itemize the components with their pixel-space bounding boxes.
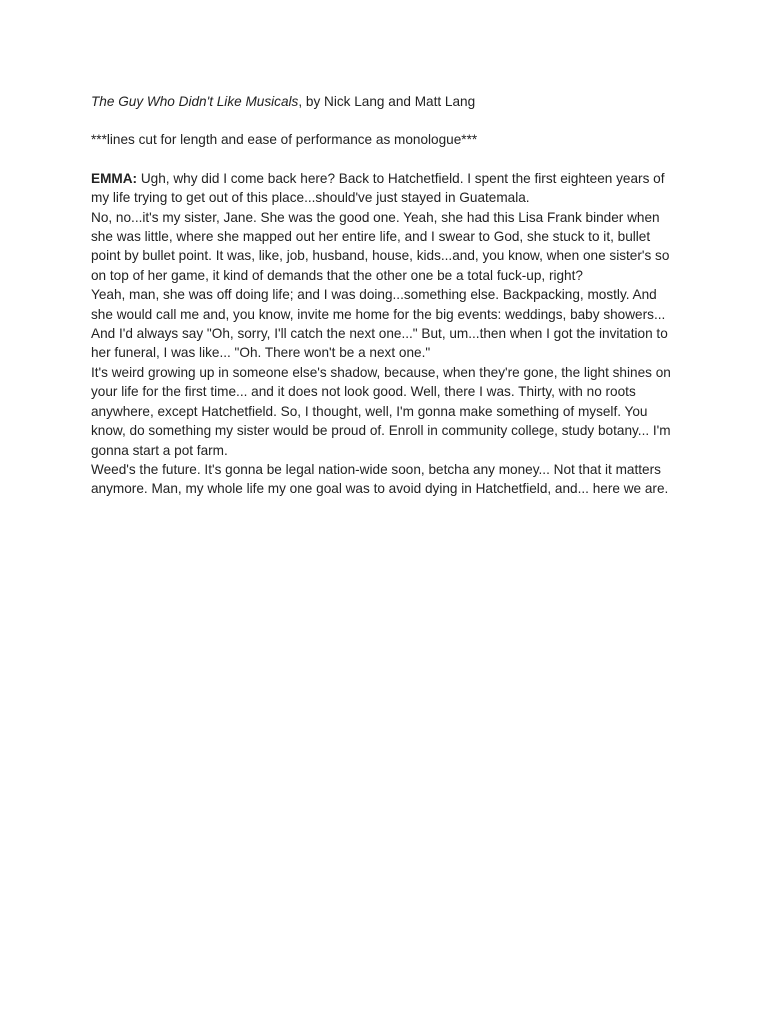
monologue-paragraph: No, no...it's my sister, Jane. She was the good one. Yeah, she had this Lisa Frank binder when she was little, where she mapped out her entire life, and I swear to God, she stuck to it, bullet point by bullet point. It was, like, job, husband, house, kids...and, you know, when one sister's so on top of her game, it kind of demands that the other one be a total fuck-up, right? [91, 209, 670, 283]
monologue-paragraph: Weed's the future. It's gonna be legal nation-wide soon, betcha any money... Not that it matters anymore. Man, my whole life my one goal was to avoid dying in Hatchetfield, and... here we are. [91, 461, 669, 497]
document-body [91, 92, 681, 499]
title-line [91, 92, 681, 111]
byline: , by Nick Lang and Matt Lang [298, 94, 476, 109]
monologue-paragraph: Yeah, man, she was off doing life; and I was doing...something else. Backpacking, mostly. And she would call me and, you know, invite me home for the big events: weddings, baby showers... And I'd always say "Oh, sorry, I'll catch the next one..." But, um...then when I got the invitation to her funeral, I was like... "Oh. There won't be a next one." [91, 287, 668, 361]
monologue-text: Ugh, why did I come back here? Back to Hatchetfield. I spent the first eighteen years of my life trying to get out of this place...should've just stayed in Guatemala. [91, 170, 665, 206]
performance-note: ***lines cut for length and ease of performance as monologue*** [91, 132, 478, 148]
monologue [91, 169, 681, 499]
speaker-name: EMMA: [91, 170, 138, 186]
monologue-paragraph: It's weird growing up in someone else's shadow, because, when they're gone, the light shines on your life for the first time... and it does not look good. Well, there I was. Thirty, with no roots anywhere, except Hatchetfield. So, I thought, well, I'm gonna make something of myself. You know, do something my sister would be proud of. Enroll in community college, study botany... I'm gonna start a pot farm. [91, 364, 671, 458]
monologue-paragraph [91, 169, 681, 208]
play-title: The Guy Who Didn't Like Musicals [91, 94, 299, 109]
